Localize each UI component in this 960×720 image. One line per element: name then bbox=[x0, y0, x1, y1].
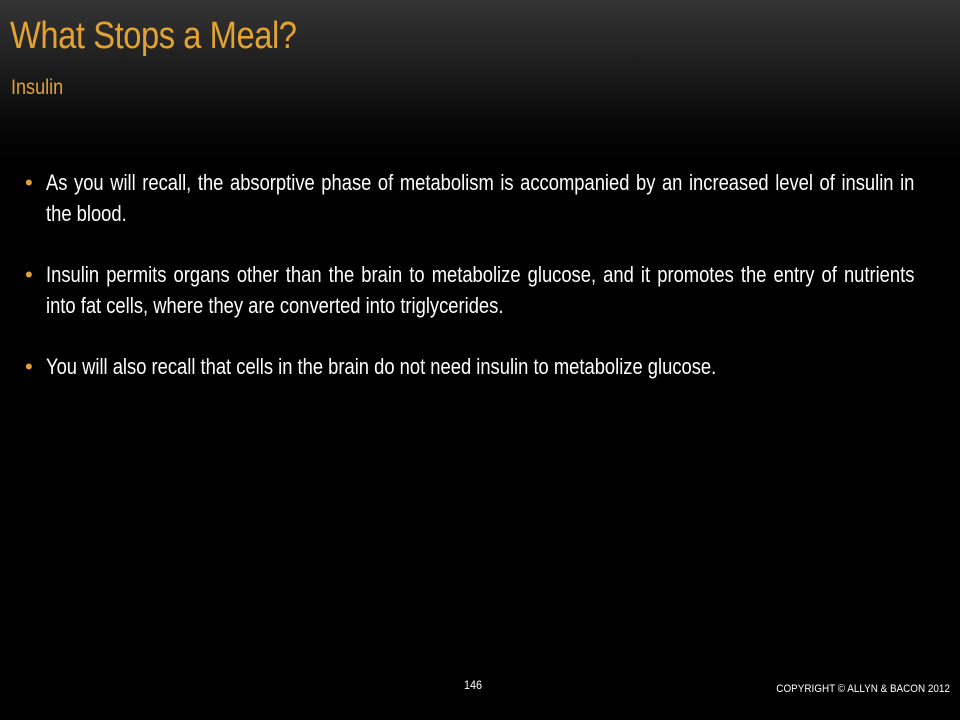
bullet-list bbox=[0, 167, 960, 412]
bullet-text: You will also recall that cells in the brain do not need insulin to metabolize glucose. bbox=[46, 354, 717, 379]
bullet-item bbox=[0, 259, 960, 321]
bullet-item bbox=[0, 351, 960, 382]
bullet-item bbox=[0, 167, 960, 229]
bullet-text: Insulin permits organs other than the brain to metabolize glucose, and it promotes the entry of nutrients into fat cells, where they are converted into triglycerides. bbox=[46, 262, 915, 318]
bullet-text: As you will recall, the absorptive phase of metabolism is accompanied by an increased level of insulin in the blood. bbox=[46, 170, 915, 226]
bullet-marker: • bbox=[25, 354, 33, 379]
copyright-notice: COPYRIGHT © ALLYN & BACON 2012 bbox=[776, 683, 950, 695]
bullet-marker: • bbox=[25, 262, 33, 287]
slide-subtitle: Insulin bbox=[11, 76, 64, 99]
slide-title: What Stops a Meal? bbox=[10, 15, 297, 57]
page-number: 146 bbox=[464, 678, 483, 692]
bullet-marker: • bbox=[25, 170, 33, 195]
